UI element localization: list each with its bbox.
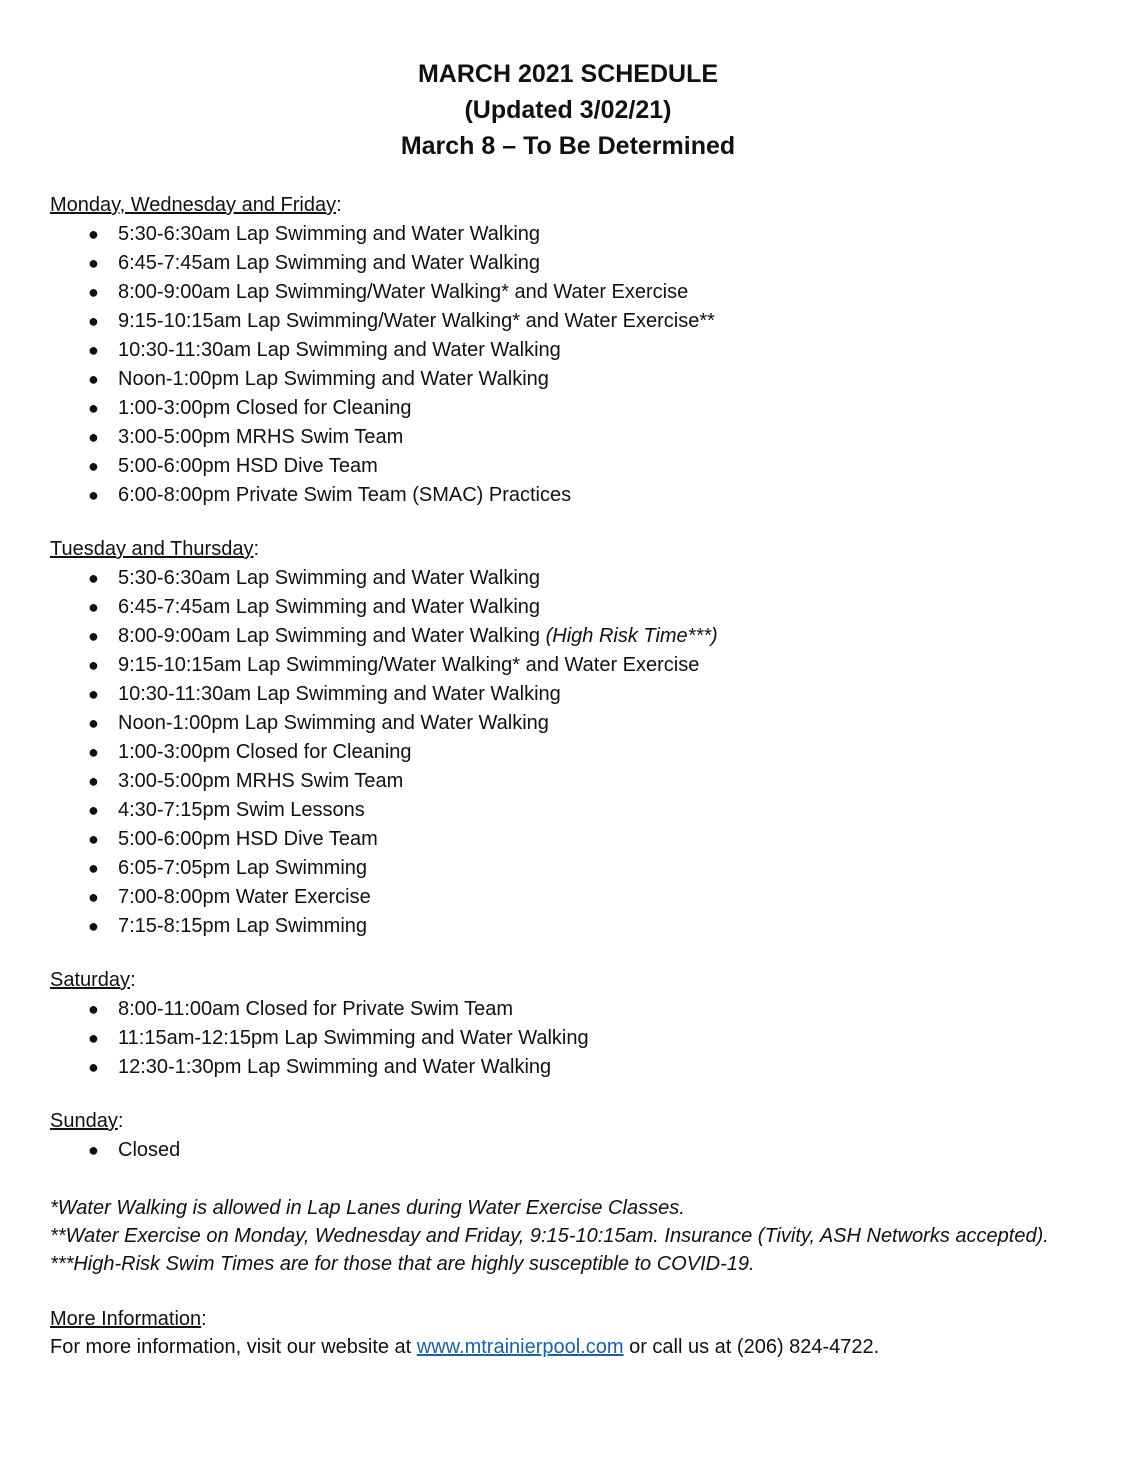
bullet-icon: ● [88, 427, 99, 447]
bullet-icon: ● [88, 369, 99, 389]
schedule-item: ● 6:45-7:45am Lap Swimming and Water Walking [88, 249, 1066, 278]
footnote: **Water Exercise on Monday, Wednesday and Friday, 9:15-10:15am. Insurance (Tivity, ASH Networks accepted). [50, 1225, 1049, 1247]
footnote: *Water Walking is allowed in Lap Lanes during Water Exercise Classes. [50, 1197, 685, 1219]
schedule-item: ● 6:00-8:00pm Private Swim Team (SMAC) Practices [88, 481, 1066, 510]
schedule-item: ● 8:00-11:00am Closed for Private Swim Team [88, 995, 1066, 1024]
section-heading: Saturday: [50, 969, 136, 991]
schedule-list [50, 1136, 1066, 1165]
bullet-icon: ● [88, 485, 99, 505]
schedule-item: ● 5:30-6:30am Lap Swimming and Water Walking [88, 220, 1066, 249]
section-heading: Sunday: [50, 1110, 124, 1132]
schedule-item: ● 5:00-6:00pm HSD Dive Team [88, 452, 1066, 481]
footnote: ***High-Risk Swim Times are for those that are highly susceptible to COVID-19. [50, 1253, 755, 1275]
schedule-item: ● Closed [88, 1136, 1066, 1165]
schedule-list [50, 564, 1066, 941]
section-heading: Tuesday and Thursday: [50, 538, 260, 560]
bullet-icon: ● [88, 282, 99, 302]
bullet-icon: ● [88, 1140, 99, 1160]
footnotes [50, 1194, 1066, 1278]
bullet-icon: ● [88, 713, 99, 733]
schedule-item: ● 1:00-3:00pm Closed for Cleaning [88, 738, 1066, 767]
schedule-item: ● 5:30-6:30am Lap Swimming and Water Walking [88, 564, 1066, 593]
schedule-section [50, 191, 1066, 510]
schedule-item: ● Noon-1:00pm Lap Swimming and Water Walking [88, 365, 1066, 394]
schedule-item: ● 6:05-7:05pm Lap Swimming [88, 854, 1066, 883]
bullet-icon: ● [88, 340, 99, 360]
bullet-icon: ● [88, 626, 99, 646]
bullet-icon: ● [88, 1028, 99, 1048]
schedule-item: ● 5:00-6:00pm HSD Dive Team [88, 825, 1066, 854]
schedule-item: ● 8:00-9:00am Lap Swimming and Water Walking (High Risk Time***) [88, 622, 1066, 651]
schedule-list [50, 220, 1066, 510]
section-heading: Monday, Wednesday and Friday: [50, 194, 342, 216]
schedule-item: ● 6:45-7:45am Lap Swimming and Water Walking [88, 593, 1066, 622]
bullet-icon: ● [88, 568, 99, 588]
bullet-icon: ● [88, 887, 99, 907]
schedule-section [50, 1107, 1066, 1165]
bullet-icon: ● [88, 597, 99, 617]
bullet-icon: ● [88, 829, 99, 849]
schedule-item: ● 10:30-11:30am Lap Swimming and Water Walking [88, 680, 1066, 709]
bullet-icon: ● [88, 916, 99, 936]
schedule-item: ● 7:00-8:00pm Water Exercise [88, 883, 1066, 912]
updated-date: (Updated 3/02/21) [464, 96, 672, 124]
more-info-heading: More Information: [50, 1308, 207, 1330]
schedule-item: ● 9:15-10:15am Lap Swimming/Water Walking* and Water Exercise [88, 651, 1066, 680]
bullet-icon: ● [88, 684, 99, 704]
bullet-icon: ● [88, 253, 99, 273]
schedule-item: ● 10:30-11:30am Lap Swimming and Water Walking [88, 336, 1066, 365]
schedule-item: ● 12:30-1:30pm Lap Swimming and Water Walking [88, 1053, 1066, 1082]
bullet-icon: ● [88, 858, 99, 878]
schedule-sections [50, 191, 1066, 1165]
schedule-item: ● 4:30-7:15pm Swim Lessons [88, 796, 1066, 825]
bullet-icon: ● [88, 224, 99, 244]
schedule-item: ● 1:00-3:00pm Closed for Cleaning [88, 394, 1066, 423]
document-header [50, 56, 1066, 164]
more-info-text: For more information, visit our website at www.mtrainierpool.com or call us at (206) 824-4722. [50, 1336, 880, 1358]
schedule-item: ● 7:15-8:15pm Lap Swimming [88, 912, 1066, 941]
more-information [50, 1305, 1066, 1361]
bullet-icon: ● [88, 311, 99, 331]
schedule-item: ● 11:15am-12:15pm Lap Swimming and Water Walking [88, 1024, 1066, 1053]
document-title: MARCH 2021 SCHEDULE [417, 60, 719, 88]
bullet-icon: ● [88, 398, 99, 418]
schedule-range: March 8 – To Be Determined [400, 132, 736, 160]
bullet-icon: ● [88, 771, 99, 791]
schedule-item: ● Noon-1:00pm Lap Swimming and Water Walking [88, 709, 1066, 738]
schedule-section [50, 966, 1066, 1082]
schedule-list [50, 995, 1066, 1082]
high-risk-note: (High Risk Time***) [545, 625, 718, 647]
bullet-icon: ● [88, 742, 99, 762]
bullet-icon: ● [88, 800, 99, 820]
schedule-section [50, 535, 1066, 941]
bullet-icon: ● [88, 655, 99, 675]
bullet-icon: ● [88, 456, 99, 476]
schedule-item: ● 3:00-5:00pm MRHS Swim Team [88, 767, 1066, 796]
website-link[interactable]: www.mtrainierpool.com [416, 1336, 624, 1358]
schedule-item: ● 8:00-9:00am Lap Swimming/Water Walking* and Water Exercise [88, 278, 1066, 307]
bullet-icon: ● [88, 999, 99, 1019]
schedule-item: ● 3:00-5:00pm MRHS Swim Team [88, 423, 1066, 452]
schedule-item: ● 9:15-10:15am Lap Swimming/Water Walking* and Water Exercise** [88, 307, 1066, 336]
bullet-icon: ● [88, 1057, 99, 1077]
